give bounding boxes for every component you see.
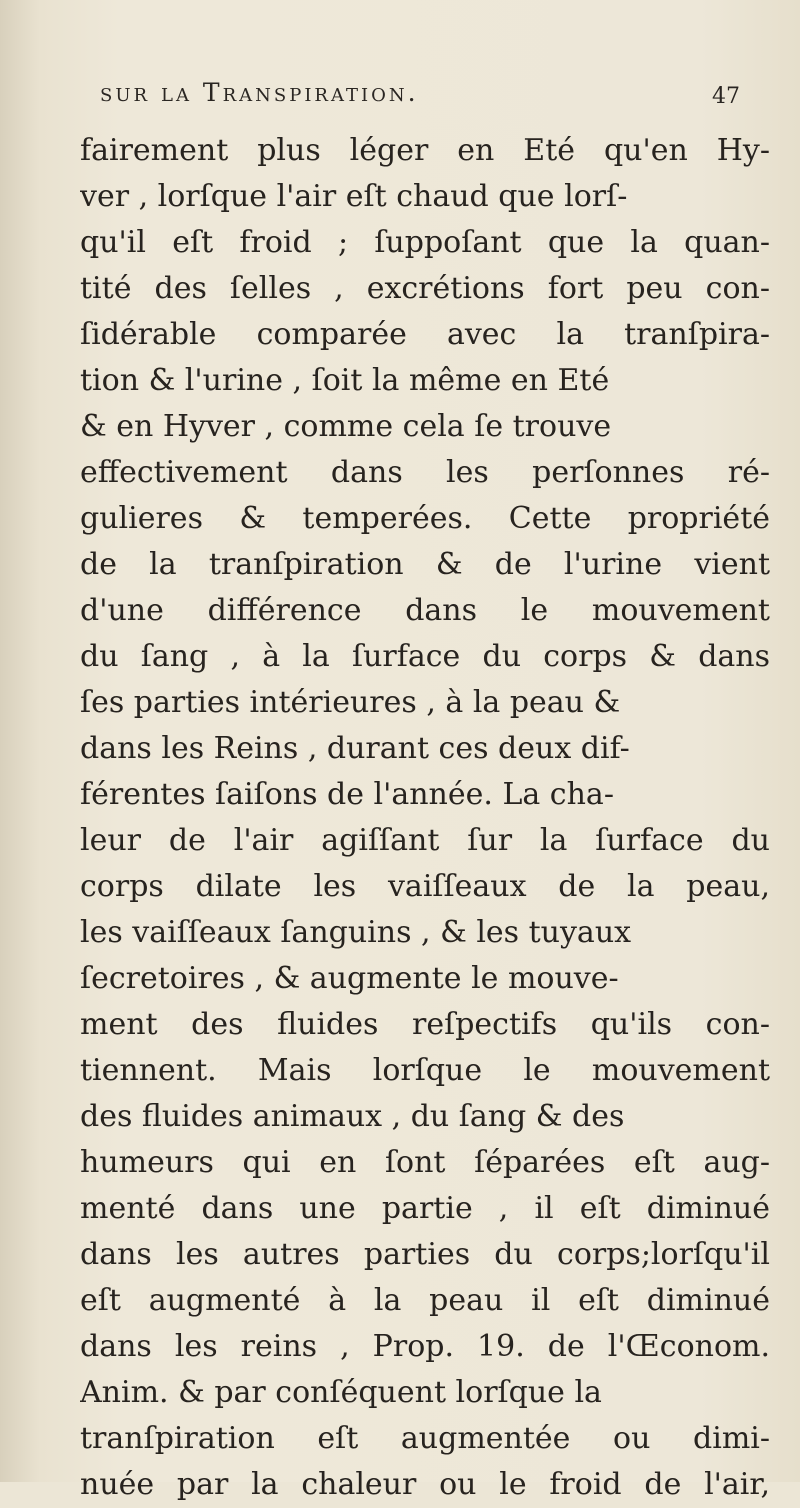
text-line: de la tranſpiration & de l'urine vient (80, 547, 770, 582)
text-line: tiennent. Mais lorſque le mouvement (80, 1053, 770, 1088)
text-line: tion & l'urine , ſoit la même en Eté (80, 363, 610, 398)
text-line: nuée par la chaleur ou le froid de l'air, (80, 1467, 770, 1502)
text-line: corps dilate les vaiſſeaux de la peau, (80, 869, 770, 904)
text-line: férentes ſaiſons de l'année. La cha- (80, 777, 614, 812)
running-title: sur la Transpiration. (100, 78, 419, 107)
text-line: dans les reins , Prop. 19. de l'Œconom. (80, 1329, 770, 1364)
text-line: ver , lorſque l'air eſt chaud que lorſ- (80, 179, 628, 214)
text-line: qu'il eſt froid ; ſuppoſant que la quan- (80, 225, 770, 260)
text-line: ment des fluides reſpectifs qu'ils con- (80, 1007, 770, 1042)
text-line: tranſpiration eſt augmentée ou dimi- (80, 1421, 770, 1456)
text-line: dans les autres parties du corps;lorſqu'il (80, 1237, 770, 1272)
text-line: fairement plus léger en Eté qu'en Hy- (80, 133, 770, 168)
text-line: & en Hyver , comme cela ſe trouve (80, 409, 612, 444)
page-number: 47 (712, 84, 740, 109)
text-line: eſt augmenté à la peau il eſt diminué (80, 1283, 770, 1318)
body-text (80, 128, 770, 1508)
text-line: d'une différence dans le mouvement (80, 593, 770, 628)
text-line: effectivement dans les perſonnes ré- (80, 455, 770, 490)
text-line: dans les Reins , durant ces deux dif- (80, 731, 630, 766)
running-head (100, 78, 740, 118)
text-line: leur de l'air agiſſant ſur la ſurface du (80, 823, 770, 858)
text-line: ſecretoires , & augmente le mouve- (80, 961, 619, 996)
text-line: ſidérable comparée avec la tranſpira- (80, 317, 770, 352)
text-line: humeurs qui en ſont ſéparées eſt aug- (80, 1145, 770, 1180)
text-line: gulieres & temperées. Cette propriété (80, 501, 770, 536)
text-line: tité des ſelles , excrétions fort peu con- (80, 271, 770, 306)
text-line: Anim. & par conſéquent lorſque la (80, 1375, 602, 1410)
text-line: menté dans une partie , il eſt diminué (80, 1191, 770, 1226)
text-line: du ſang , à la ſurface du corps & dans (80, 639, 770, 674)
text-line: les vaiſſeaux ſanguins , & les tuyaux (80, 915, 632, 950)
text-line: des fluides animaux , du ſang & des (80, 1099, 625, 1134)
text-line: ſes parties intérieures , à la peau & (80, 685, 621, 720)
